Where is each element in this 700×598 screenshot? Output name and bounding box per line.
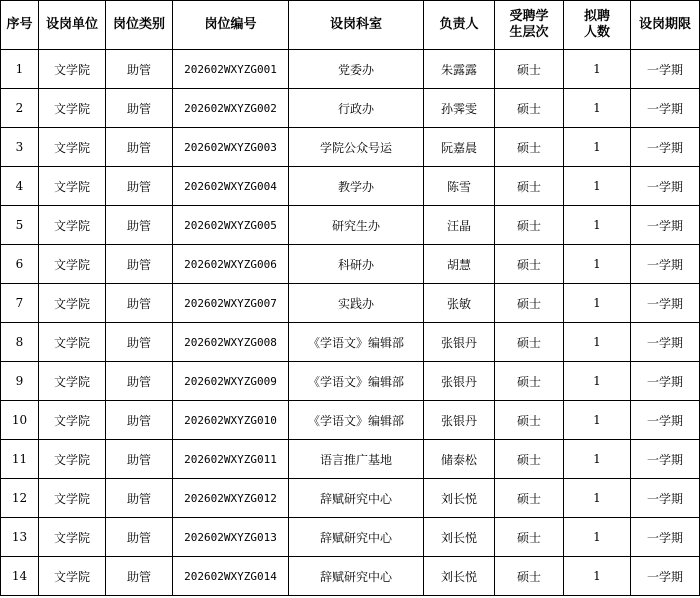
cell-term: 一学期 [631, 557, 700, 596]
cell-supervisor: 张银丹 [424, 401, 495, 440]
cell-category: 助管 [106, 206, 173, 245]
cell-position-code: 202602WXYZG007 [173, 284, 289, 323]
cell-supervisor: 张银丹 [424, 323, 495, 362]
table-row [1, 323, 700, 362]
cell-hire-count: 1 [564, 401, 631, 440]
cell-hire-count: 1 [564, 206, 631, 245]
cell-position-code: 202602WXYZG010 [173, 401, 289, 440]
cell-supervisor: 汪晶 [424, 206, 495, 245]
cell-position-code: 202602WXYZG002 [173, 89, 289, 128]
table-row [1, 50, 700, 89]
cell-student-level: 硕士 [495, 557, 564, 596]
cell-category: 助管 [106, 557, 173, 596]
cell-student-level: 硕士 [495, 479, 564, 518]
cell-supervisor: 刘长悦 [424, 557, 495, 596]
cell-position-code: 202602WXYZG005 [173, 206, 289, 245]
cell-office: 学院公众号运 [289, 128, 424, 167]
cell-hire-count: 1 [564, 245, 631, 284]
cell-category: 助管 [106, 479, 173, 518]
cell-term: 一学期 [631, 323, 700, 362]
cell-category: 助管 [106, 50, 173, 89]
cell-office: 《学语文》编辑部 [289, 401, 424, 440]
cell-category: 助管 [106, 518, 173, 557]
cell-unit: 文学院 [39, 284, 106, 323]
cell-office: 科研办 [289, 245, 424, 284]
cell-index: 6 [1, 245, 39, 284]
cell-term: 一学期 [631, 518, 700, 557]
table-row [1, 518, 700, 557]
cell-unit: 文学院 [39, 245, 106, 284]
cell-unit: 文学院 [39, 401, 106, 440]
cell-index: 5 [1, 206, 39, 245]
cell-category: 助管 [106, 284, 173, 323]
cell-student-level: 硕士 [495, 440, 564, 479]
cell-office: 党委办 [289, 50, 424, 89]
cell-index: 8 [1, 323, 39, 362]
table-row [1, 362, 700, 401]
cell-student-level: 硕士 [495, 206, 564, 245]
cell-office: 辞赋研究中心 [289, 518, 424, 557]
cell-student-level: 硕士 [495, 518, 564, 557]
cell-category: 助管 [106, 245, 173, 284]
table-row [1, 479, 700, 518]
cell-index: 7 [1, 284, 39, 323]
cell-term: 一学期 [631, 89, 700, 128]
cell-unit: 文学院 [39, 479, 106, 518]
cell-position-code: 202602WXYZG008 [173, 323, 289, 362]
cell-unit: 文学院 [39, 440, 106, 479]
cell-unit: 文学院 [39, 323, 106, 362]
cell-hire-count: 1 [564, 128, 631, 167]
cell-index: 2 [1, 89, 39, 128]
cell-office: 研究生办 [289, 206, 424, 245]
cell-hire-count: 1 [564, 362, 631, 401]
cell-unit: 文学院 [39, 89, 106, 128]
cell-term: 一学期 [631, 284, 700, 323]
cell-unit: 文学院 [39, 167, 106, 206]
cell-term: 一学期 [631, 167, 700, 206]
cell-unit: 文学院 [39, 206, 106, 245]
col-header-hire-count: 拟聘人数 [564, 1, 631, 50]
cell-position-code: 202602WXYZG013 [173, 518, 289, 557]
cell-supervisor: 刘长悦 [424, 479, 495, 518]
cell-supervisor: 刘长悦 [424, 518, 495, 557]
cell-office: 行政办 [289, 89, 424, 128]
cell-hire-count: 1 [564, 50, 631, 89]
cell-office: 辞赋研究中心 [289, 557, 424, 596]
col-header-office: 设岗科室 [289, 1, 424, 50]
cell-position-code: 202602WXYZG012 [173, 479, 289, 518]
cell-supervisor: 胡慧 [424, 245, 495, 284]
cell-hire-count: 1 [564, 440, 631, 479]
cell-hire-count: 1 [564, 518, 631, 557]
cell-unit: 文学院 [39, 50, 106, 89]
cell-supervisor: 陈雪 [424, 167, 495, 206]
cell-position-code: 202602WXYZG004 [173, 167, 289, 206]
cell-unit: 文学院 [39, 557, 106, 596]
cell-index: 10 [1, 401, 39, 440]
col-header-index: 序号 [1, 1, 39, 50]
header-row [1, 1, 700, 50]
table-row [1, 206, 700, 245]
table-row [1, 245, 700, 284]
cell-supervisor: 朱露露 [424, 50, 495, 89]
cell-office: 语言推广基地 [289, 440, 424, 479]
cell-unit: 文学院 [39, 518, 106, 557]
cell-office: 实践办 [289, 284, 424, 323]
cell-student-level: 硕士 [495, 128, 564, 167]
cell-position-code: 202602WXYZG011 [173, 440, 289, 479]
cell-index: 12 [1, 479, 39, 518]
cell-student-level: 硕士 [495, 245, 564, 284]
table-row [1, 167, 700, 206]
cell-term: 一学期 [631, 401, 700, 440]
table-body [1, 50, 700, 596]
cell-index: 9 [1, 362, 39, 401]
cell-term: 一学期 [631, 479, 700, 518]
cell-office: 《学语文》编辑部 [289, 323, 424, 362]
cell-student-level: 硕士 [495, 323, 564, 362]
cell-supervisor: 张敏 [424, 284, 495, 323]
col-header-supervisor: 负责人 [424, 1, 495, 50]
cell-unit: 文学院 [39, 128, 106, 167]
cell-position-code: 202602WXYZG001 [173, 50, 289, 89]
col-header-category: 岗位类别 [106, 1, 173, 50]
cell-index: 1 [1, 50, 39, 89]
cell-term: 一学期 [631, 128, 700, 167]
table-row [1, 440, 700, 479]
cell-hire-count: 1 [564, 89, 631, 128]
cell-hire-count: 1 [564, 167, 631, 206]
cell-student-level: 硕士 [495, 284, 564, 323]
cell-term: 一学期 [631, 362, 700, 401]
cell-supervisor: 阮嘉晨 [424, 128, 495, 167]
cell-student-level: 硕士 [495, 362, 564, 401]
cell-category: 助管 [106, 323, 173, 362]
cell-term: 一学期 [631, 440, 700, 479]
col-header-student-level: 受聘学生层次 [495, 1, 564, 50]
cell-index: 14 [1, 557, 39, 596]
table-row [1, 557, 700, 596]
cell-term: 一学期 [631, 206, 700, 245]
cell-student-level: 硕士 [495, 50, 564, 89]
table-row [1, 89, 700, 128]
table-row [1, 401, 700, 440]
cell-supervisor: 孙霁雯 [424, 89, 495, 128]
cell-position-code: 202602WXYZG003 [173, 128, 289, 167]
table-row [1, 284, 700, 323]
cell-supervisor: 储泰松 [424, 440, 495, 479]
cell-category: 助管 [106, 89, 173, 128]
cell-position-code: 202602WXYZG014 [173, 557, 289, 596]
cell-category: 助管 [106, 440, 173, 479]
cell-position-code: 202602WXYZG009 [173, 362, 289, 401]
cell-category: 助管 [106, 167, 173, 206]
cell-unit: 文学院 [39, 362, 106, 401]
col-header-term: 设岗期限 [631, 1, 700, 50]
cell-index: 4 [1, 167, 39, 206]
cell-index: 11 [1, 440, 39, 479]
cell-office: 辞赋研究中心 [289, 479, 424, 518]
cell-position-code: 202602WXYZG006 [173, 245, 289, 284]
cell-student-level: 硕士 [495, 167, 564, 206]
cell-category: 助管 [106, 401, 173, 440]
cell-hire-count: 1 [564, 323, 631, 362]
cell-index: 13 [1, 518, 39, 557]
cell-hire-count: 1 [564, 284, 631, 323]
cell-category: 助管 [106, 362, 173, 401]
cell-term: 一学期 [631, 245, 700, 284]
cell-category: 助管 [106, 128, 173, 167]
table-row [1, 128, 700, 167]
cell-hire-count: 1 [564, 479, 631, 518]
cell-hire-count: 1 [564, 557, 631, 596]
cell-supervisor: 张银丹 [424, 362, 495, 401]
cell-student-level: 硕士 [495, 89, 564, 128]
cell-office: 《学语文》编辑部 [289, 362, 424, 401]
cell-index: 3 [1, 128, 39, 167]
col-header-position-code: 岗位编号 [173, 1, 289, 50]
cell-term: 一学期 [631, 50, 700, 89]
col-header-unit: 设岗单位 [39, 1, 106, 50]
cell-student-level: 硕士 [495, 401, 564, 440]
cell-office: 教学办 [289, 167, 424, 206]
